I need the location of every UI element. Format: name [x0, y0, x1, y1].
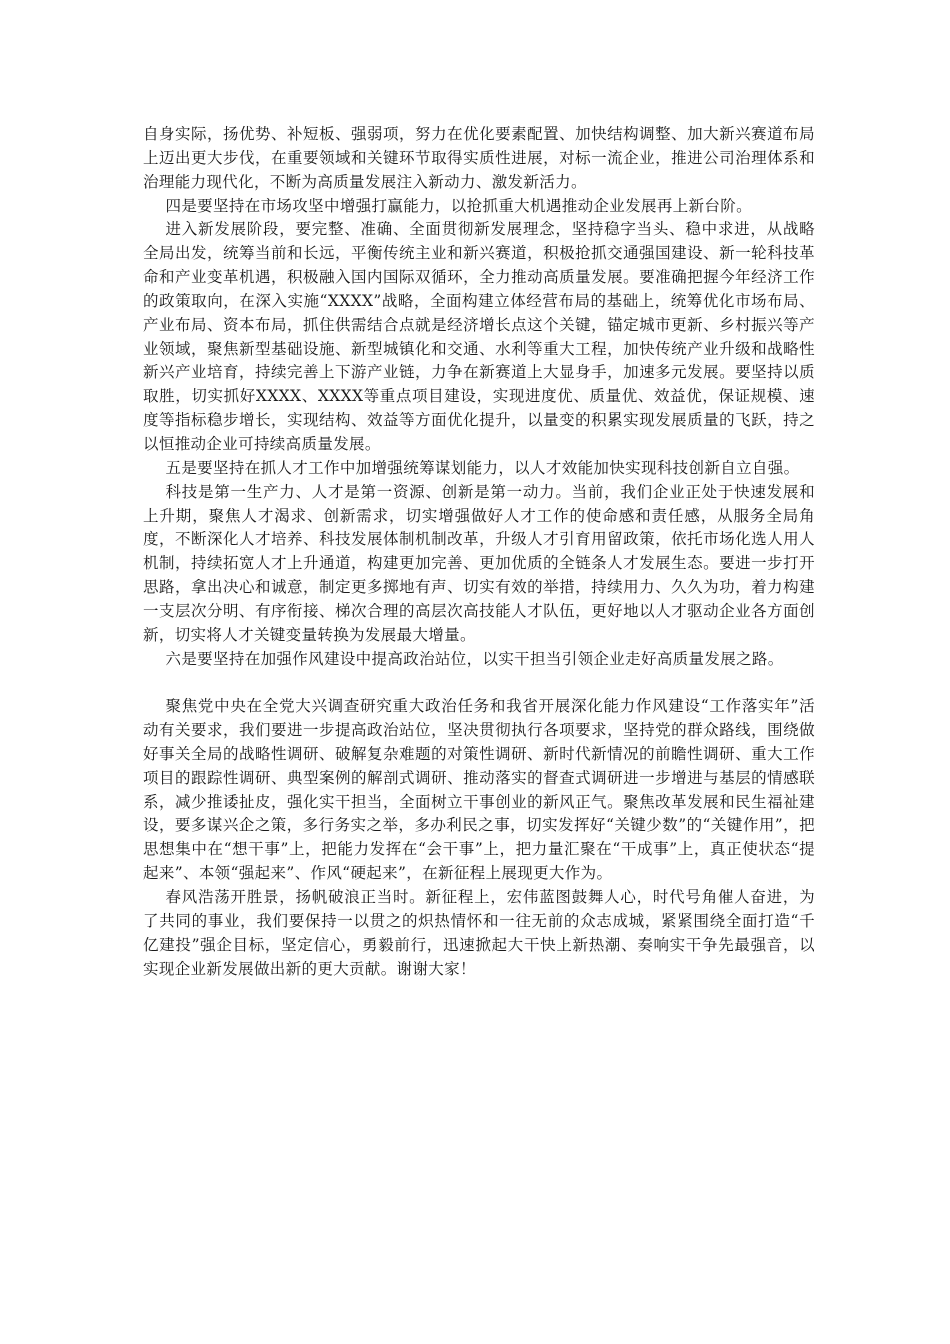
paragraph-continuation: 自身实际，扬优势、补短板、强弱项，努力在优化要素配置、加快结构调整、加大新兴赛道布局上迈出更大步伐，在重要领域和关键环节取得实质性进展，对标一流企业，推进公司治理体系和治理能力现代化，不断为高质量发展注入新动力、激发新活力。 — [143, 125, 815, 191]
paragraph-heading-four: 四是要坚持在市场攻坚中增强打赢能力，以抢抓重大机遇推动企业发展再上新台阶。 — [165, 196, 752, 215]
paragraph-closing: 春风浩荡开胜景，扬帆破浪正当时。新征程上，宏伟蓝图鼓舞人心，时代号角催人奋进，为了共同的事业，我们要保持一以贯之的炽热情怀和一往无前的众志成城，紧紧围绕全面打造“千亿建投”强企目标，坚定信心，勇毅前行，迅速掀起大干快上新热潮、奏响实干争先最强音，以实现企业新发展做出新的更大贡献。谢谢大家！ — [143, 888, 815, 978]
paragraph-talent: 科技是第一生产力、人才是第一资源、创新是第一动力。当前，我们企业正处于快速发展和上升期，聚焦人才渴求、创新需求，切实增强做好人才工作的使命感和责任感，从服务全局角度，不断深化人才培养、科技发展体制机制改革，升级人才引育用留政策，依托市场化选人用人机制，持续拓宽人才上升通道，构建更加完善、更加优质的全链条人才发展生态。要进一步打开思路，拿出决心和诚意，制定更多掷地有声、切实有效的举措，持续用力、久久为功，着力构建一支层次分明、有序衔接、梯次合理的高层次高技能人才队伍，更好地以人才驱动企业各方面创新，切实将人才关键变量转换为发展最大增量。 — [143, 482, 815, 644]
blank-line — [143, 671, 815, 695]
document-body — [143, 123, 815, 981]
paragraph-heading-five: 五是要坚持在抓人才工作中加增强统筹谋划能力，以人才效能加快实现科技创新自立自强。 — [165, 458, 800, 477]
paragraph-heading-six: 六是要坚持在加强作风建设中提高政治站位，以实干担当引领企业走好高质量发展之路。 — [165, 649, 784, 668]
paragraph-work-style: 聚焦党中央在全党大兴调查研究重大政治任务和我省开展深化能力作风建设“工作落实年”活动有关要求，我们要进一步提高政治站位，坚决贯彻执行各项要求，坚持党的群众路线，围绕做好事关全局的战略性调研、破解复杂难题的对策性调研、新时代新情况的前瞻性调研、重大工作项目的跟踪性调研、典型案例的解剖式调研、推动落实的督查式调研进一步增进与基层的情感联系，减少推诿扯皮，强化实干担当，全面树立干事创业的新风正气。聚焦改革发展和民生福祉建设，要多谋兴企之策，多行务实之举，多办利民之事，切实发挥好“关键少数”的“关键作用”，把思想集中在“想干事”上，把能力发挥在“会干事”上，把力量汇聚在“干成事”上，真正使状态“提起来”、本领“强起来”、作风“硬起来”，在新征程上展现更大作为。 — [143, 697, 815, 883]
paragraph-market: 进入新发展阶段，要完整、准确、全面贯彻新发展理念，坚持稳字当头、稳中求进，从战略全局出发，统筹当前和长远，平衡传统主业和新兴赛道，积极抢抓交通强国建设、新一轮科技革命和产业变革机遇，积极融入国内国际双循环，全力推动高质量发展。要准确把握今年经济工作的政策取向，在深入实施“XXXX”战略，全面构建立体经营布局的基础上，统筹优化市场布局、产业布局、资本布局，抓住供需结合点就是经济增长点这个关键，锚定城市更新、乡村振兴等产业领域，聚焦新型基础设施、新型城镇化和交通、水利等重大工程，加快传统产业升级和战略性新兴产业培育，持续完善上下游产业链，力争在新赛道上大显身手，加速多元发展。要坚持以质取胜，切实抓好XXXX、XXXX等重点项目建设，实现进度优、质量优、效益优，保证规模、速度等指标稳步增长，实现结构、效益等方面优化提升，以量变的积累实现发展质量的飞跃，持之以恒推动企业可持续高质量发展。 — [143, 220, 815, 453]
